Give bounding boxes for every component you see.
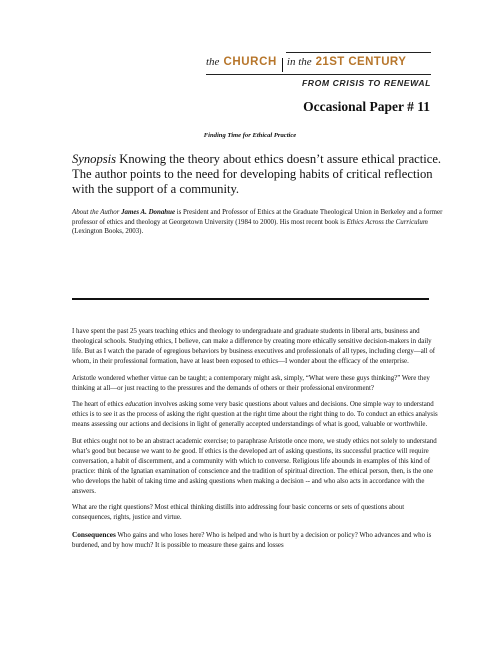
consequences-heading: Consequences	[72, 529, 116, 539]
paragraph-6	[72, 530, 444, 551]
paragraph-4-a: But ethics ought not to be an abstract academic exercise; to paraphrase Aristotle once more, we study ethics not solely to understand what’s good but because we want to	[72, 437, 437, 455]
paper-number: Occasional Paper # 11	[303, 99, 430, 114]
synopsis-text: Knowing the theory about ethics doesn’t assure ethical practice. The author points to the need for developing habits of critical reflection with the support of a community.	[72, 152, 442, 196]
about-label: About the Author	[72, 209, 120, 216]
masthead-century: 21ST CENTURY	[315, 56, 407, 68]
masthead-divider	[282, 58, 283, 72]
book-title: Ethics Across the Curriculum	[346, 218, 428, 226]
paragraph-1: I have spent the past 25 years teaching ethics and theology to undergraduate and graduate students in liberal arts, business and theological schools. Studying ethics, I believe, can make a difference by creating more ethically sensitive decision-makers in daily life. But as I watch the parade of egregious behaviors by business executives and professionals of all types, including clergy—all of whom, in their professional formation, have at least been exposed to ethics—I wonder about the efficacy of the enterprise.	[72, 328, 436, 365]
paragraph-3-a: The heart of ethics	[72, 401, 126, 409]
paragraph-4	[72, 437, 444, 497]
about-text-2: (Lexington Books, 2003).	[72, 228, 144, 236]
paragraph-5: What are the right questions? Most ethical thinking distills into addressing four basic concerns or sets of questions about consequences, rights, justice and virtue.	[72, 504, 405, 522]
section-divider	[72, 298, 429, 300]
masthead-in-the: in the	[286, 56, 312, 68]
body-text	[72, 327, 444, 558]
masthead-the: the	[206, 56, 220, 68]
synopsis-label: Synopsis	[72, 152, 117, 166]
author-name: James A. Donahue	[121, 209, 175, 216]
paragraph-6-text: Who gains and who loses here? Who is helped and who is hurt by a decision or policy? Who advances and who is burdened, and by how much? It is possible to measure these gains and losses	[72, 531, 432, 549]
paragraph-3-b: involves asking some very basic questions about values and decisions. One simple way to understand ethics is to see it as the process of asking the right question at the right time about the right thing to do. To conduct an ethics analysis means assessing our actions and decisions in light of generally accepted understandings of what is good, valuable or worthwhile.	[72, 401, 438, 429]
masthead-rule	[206, 74, 431, 75]
about-author	[72, 208, 444, 237]
document-title: Finding Time for Ethical Practice	[203, 132, 297, 139]
synopsis	[72, 152, 444, 197]
masthead-subtitle: FROM CRISIS TO RENEWAL	[301, 78, 431, 88]
masthead-wordmark	[206, 56, 406, 74]
paragraph-2: Aristotle wondered whether virtue can be taught; a contemporary might ask, simply, “What were these guys thinking?” Were they thinking at all—or just reacting to the pressures and the demands of others or their professional environment?	[72, 374, 430, 392]
about-text-1: is President and Professor of Ethics at the Graduate Theological Union in Berkeley and a former professor of ethics and theology at Georgetown University (1984 to 2000). His most recent book is	[72, 209, 443, 226]
paragraph-4-b: good. If ethics is the developed art of asking questions, its successful practice will require conversation, a habit of discernment, and a community with which to converse. Religious life abounds in examples of this kind of practice: think of the Ignatian examination of conscience and the tradition of spiritual direction. The ethical person, then, is the one who develops the habit of taking time and asking questions when making a decision -- and who also acts in accordance with the answers.	[72, 447, 433, 495]
masthead-top-rule	[286, 52, 431, 53]
paragraph-3-emphasis: education	[125, 401, 153, 409]
paragraph-3	[72, 400, 444, 430]
masthead-logo	[206, 52, 431, 98]
masthead-church: CHURCH	[223, 56, 277, 68]
paragraph-4-emphasis: be	[173, 447, 180, 455]
